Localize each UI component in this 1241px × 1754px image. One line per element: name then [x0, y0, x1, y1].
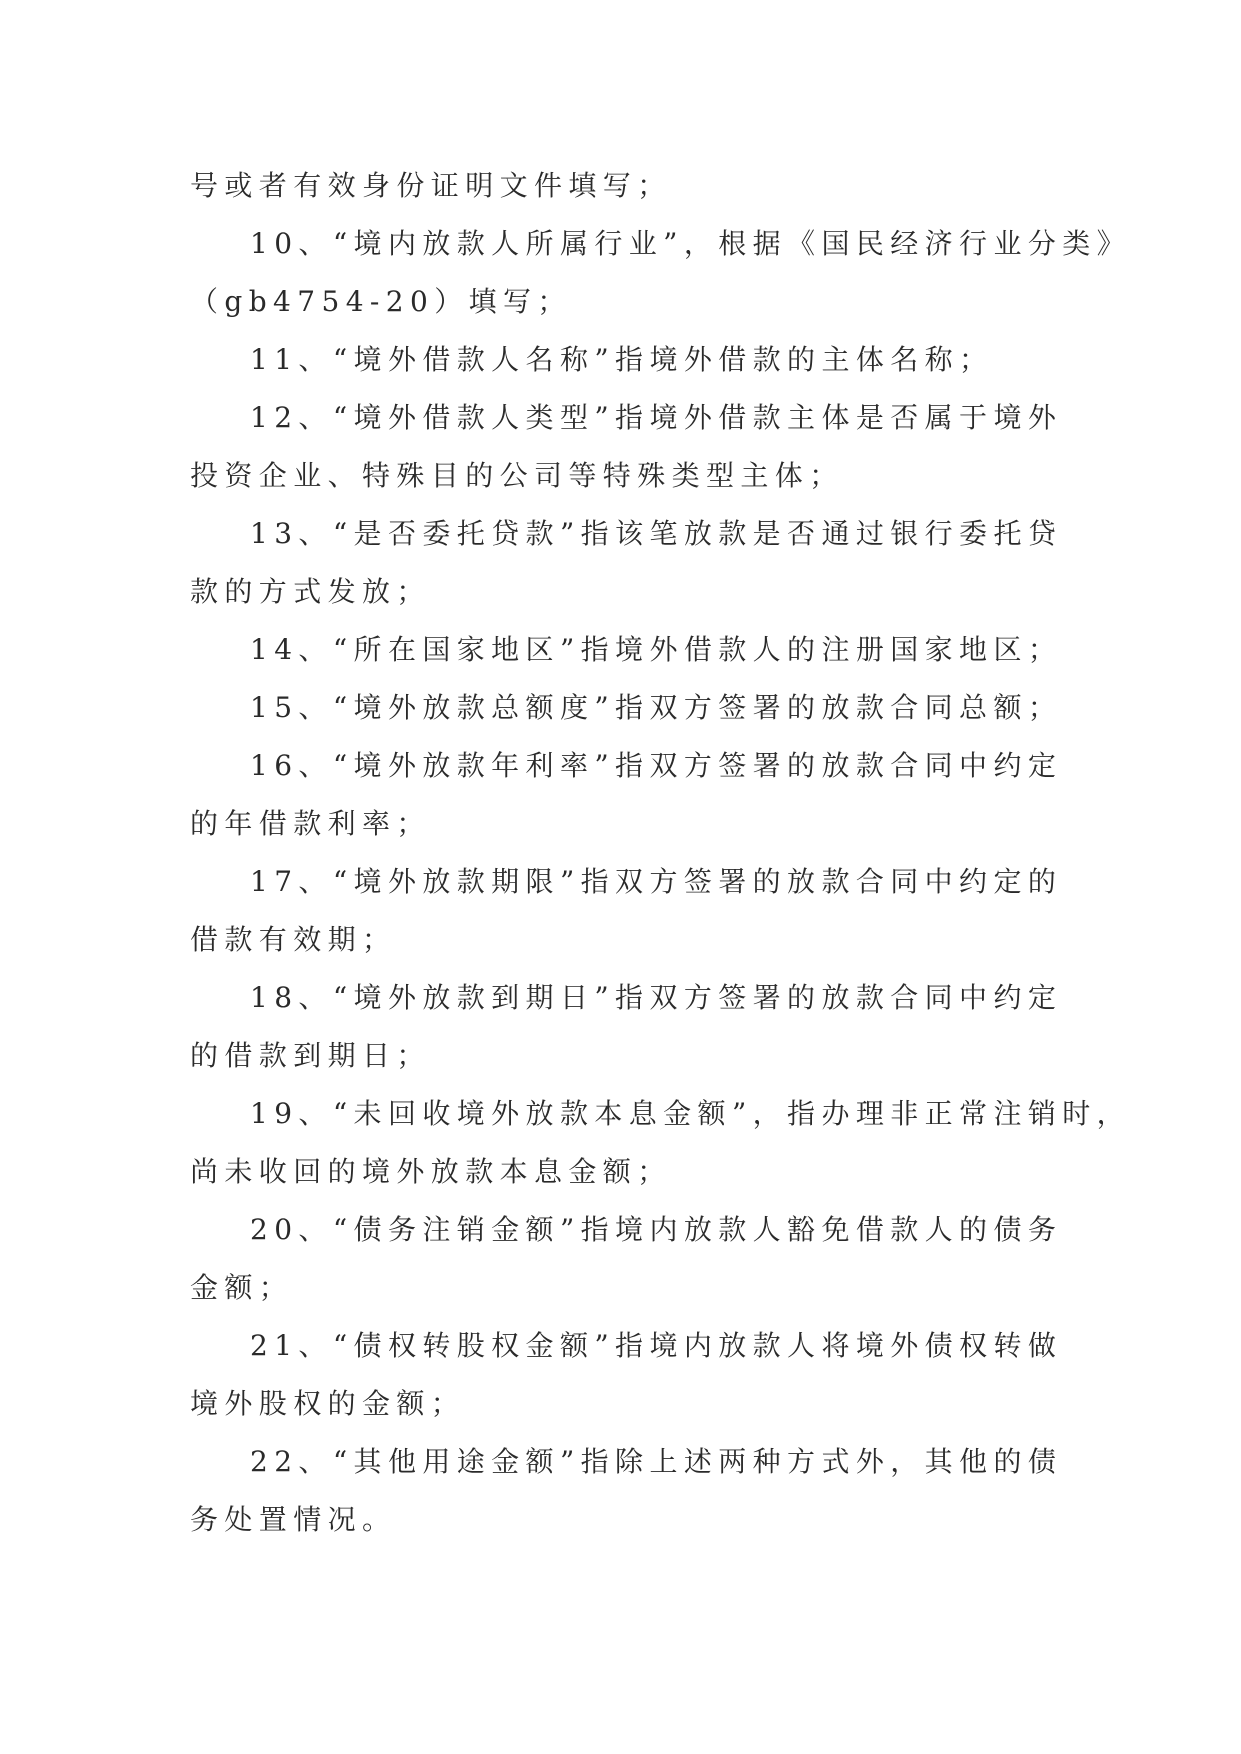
- text-line-content: 15、“境外放款总额度”指双方签署的放款合同总额；: [250, 691, 1063, 724]
- text-line: [0, 273, 1241, 331]
- text-line: [0, 215, 1241, 273]
- text-line: [0, 1259, 1241, 1317]
- text-line-content: 18、“境外放款到期日”指双方签署的放款合同中约定: [250, 981, 1063, 1014]
- text-line: [0, 447, 1241, 505]
- text-line-content: 22、“其他用途金额”指除上述两种方式外，其他的债: [250, 1445, 1063, 1478]
- text-line: [0, 1143, 1241, 1201]
- text-line: [0, 911, 1241, 969]
- text-line-content: 务处置情况。: [190, 1503, 397, 1536]
- text-line-content: 10、“境内放款人所属行业”，根据《国民经济行业分类》: [250, 227, 1132, 260]
- text-line-content: 20、“债务注销金额”指境内放款人豁免借款人的债务: [250, 1213, 1063, 1246]
- text-line: [0, 795, 1241, 853]
- text-line: [0, 505, 1241, 563]
- text-line: [0, 1201, 1241, 1259]
- text-line: [0, 621, 1241, 679]
- text-line: [0, 1317, 1241, 1375]
- text-line: [0, 1085, 1241, 1143]
- text-line-content: 号或者有效身份证明文件填写；: [190, 169, 672, 202]
- text-line-content: 19、“未回收境外放款本息金额”，指办理非正常注销时，: [250, 1097, 1132, 1130]
- text-line-content: 尚未收回的境外放款本息金额；: [190, 1155, 672, 1188]
- text-line-content: 境外股权的金额；: [190, 1387, 466, 1420]
- text-line-content: （gb4754-20）填写；: [190, 285, 572, 318]
- text-line: [0, 1375, 1241, 1433]
- text-line: [0, 331, 1241, 389]
- text-line-content: 借款有效期；: [190, 923, 397, 956]
- text-line: [0, 389, 1241, 447]
- text-line-content: 16、“境外放款年利率”指双方签署的放款合同中约定: [250, 749, 1063, 782]
- text-line-content: 12、“境外借款人类型”指境外借款主体是否属于境外: [250, 401, 1063, 434]
- text-line-content: 金额；: [190, 1271, 294, 1304]
- text-line-content: 的年借款利率；: [190, 807, 431, 840]
- text-line: [0, 563, 1241, 621]
- text-line: [0, 737, 1241, 795]
- text-line: [0, 1433, 1241, 1491]
- text-line: [0, 679, 1241, 737]
- text-line-content: 13、“是否委托贷款”指该笔放款是否通过银行委托贷: [250, 517, 1063, 550]
- text-line-content: 14、“所在国家地区”指境外借款人的注册国家地区；: [250, 633, 1063, 666]
- text-line-content: 投资企业、特殊目的公司等特殊类型主体；: [190, 459, 844, 492]
- text-line: [0, 1491, 1241, 1549]
- text-line-content: 17、“境外放款期限”指双方签署的放款合同中约定的: [250, 865, 1063, 898]
- text-line: [0, 157, 1241, 215]
- text-line-content: 21、“债权转股权金额”指境内放款人将境外债权转做: [250, 1329, 1063, 1362]
- text-line-content: 款的方式发放；: [190, 575, 431, 608]
- text-line: [0, 1027, 1241, 1085]
- text-line-content: 11、“境外借款人名称”指境外借款的主体名称；: [250, 343, 994, 376]
- text-line: [0, 969, 1241, 1027]
- text-line: [0, 853, 1241, 911]
- text-line-content: 的借款到期日；: [190, 1039, 431, 1072]
